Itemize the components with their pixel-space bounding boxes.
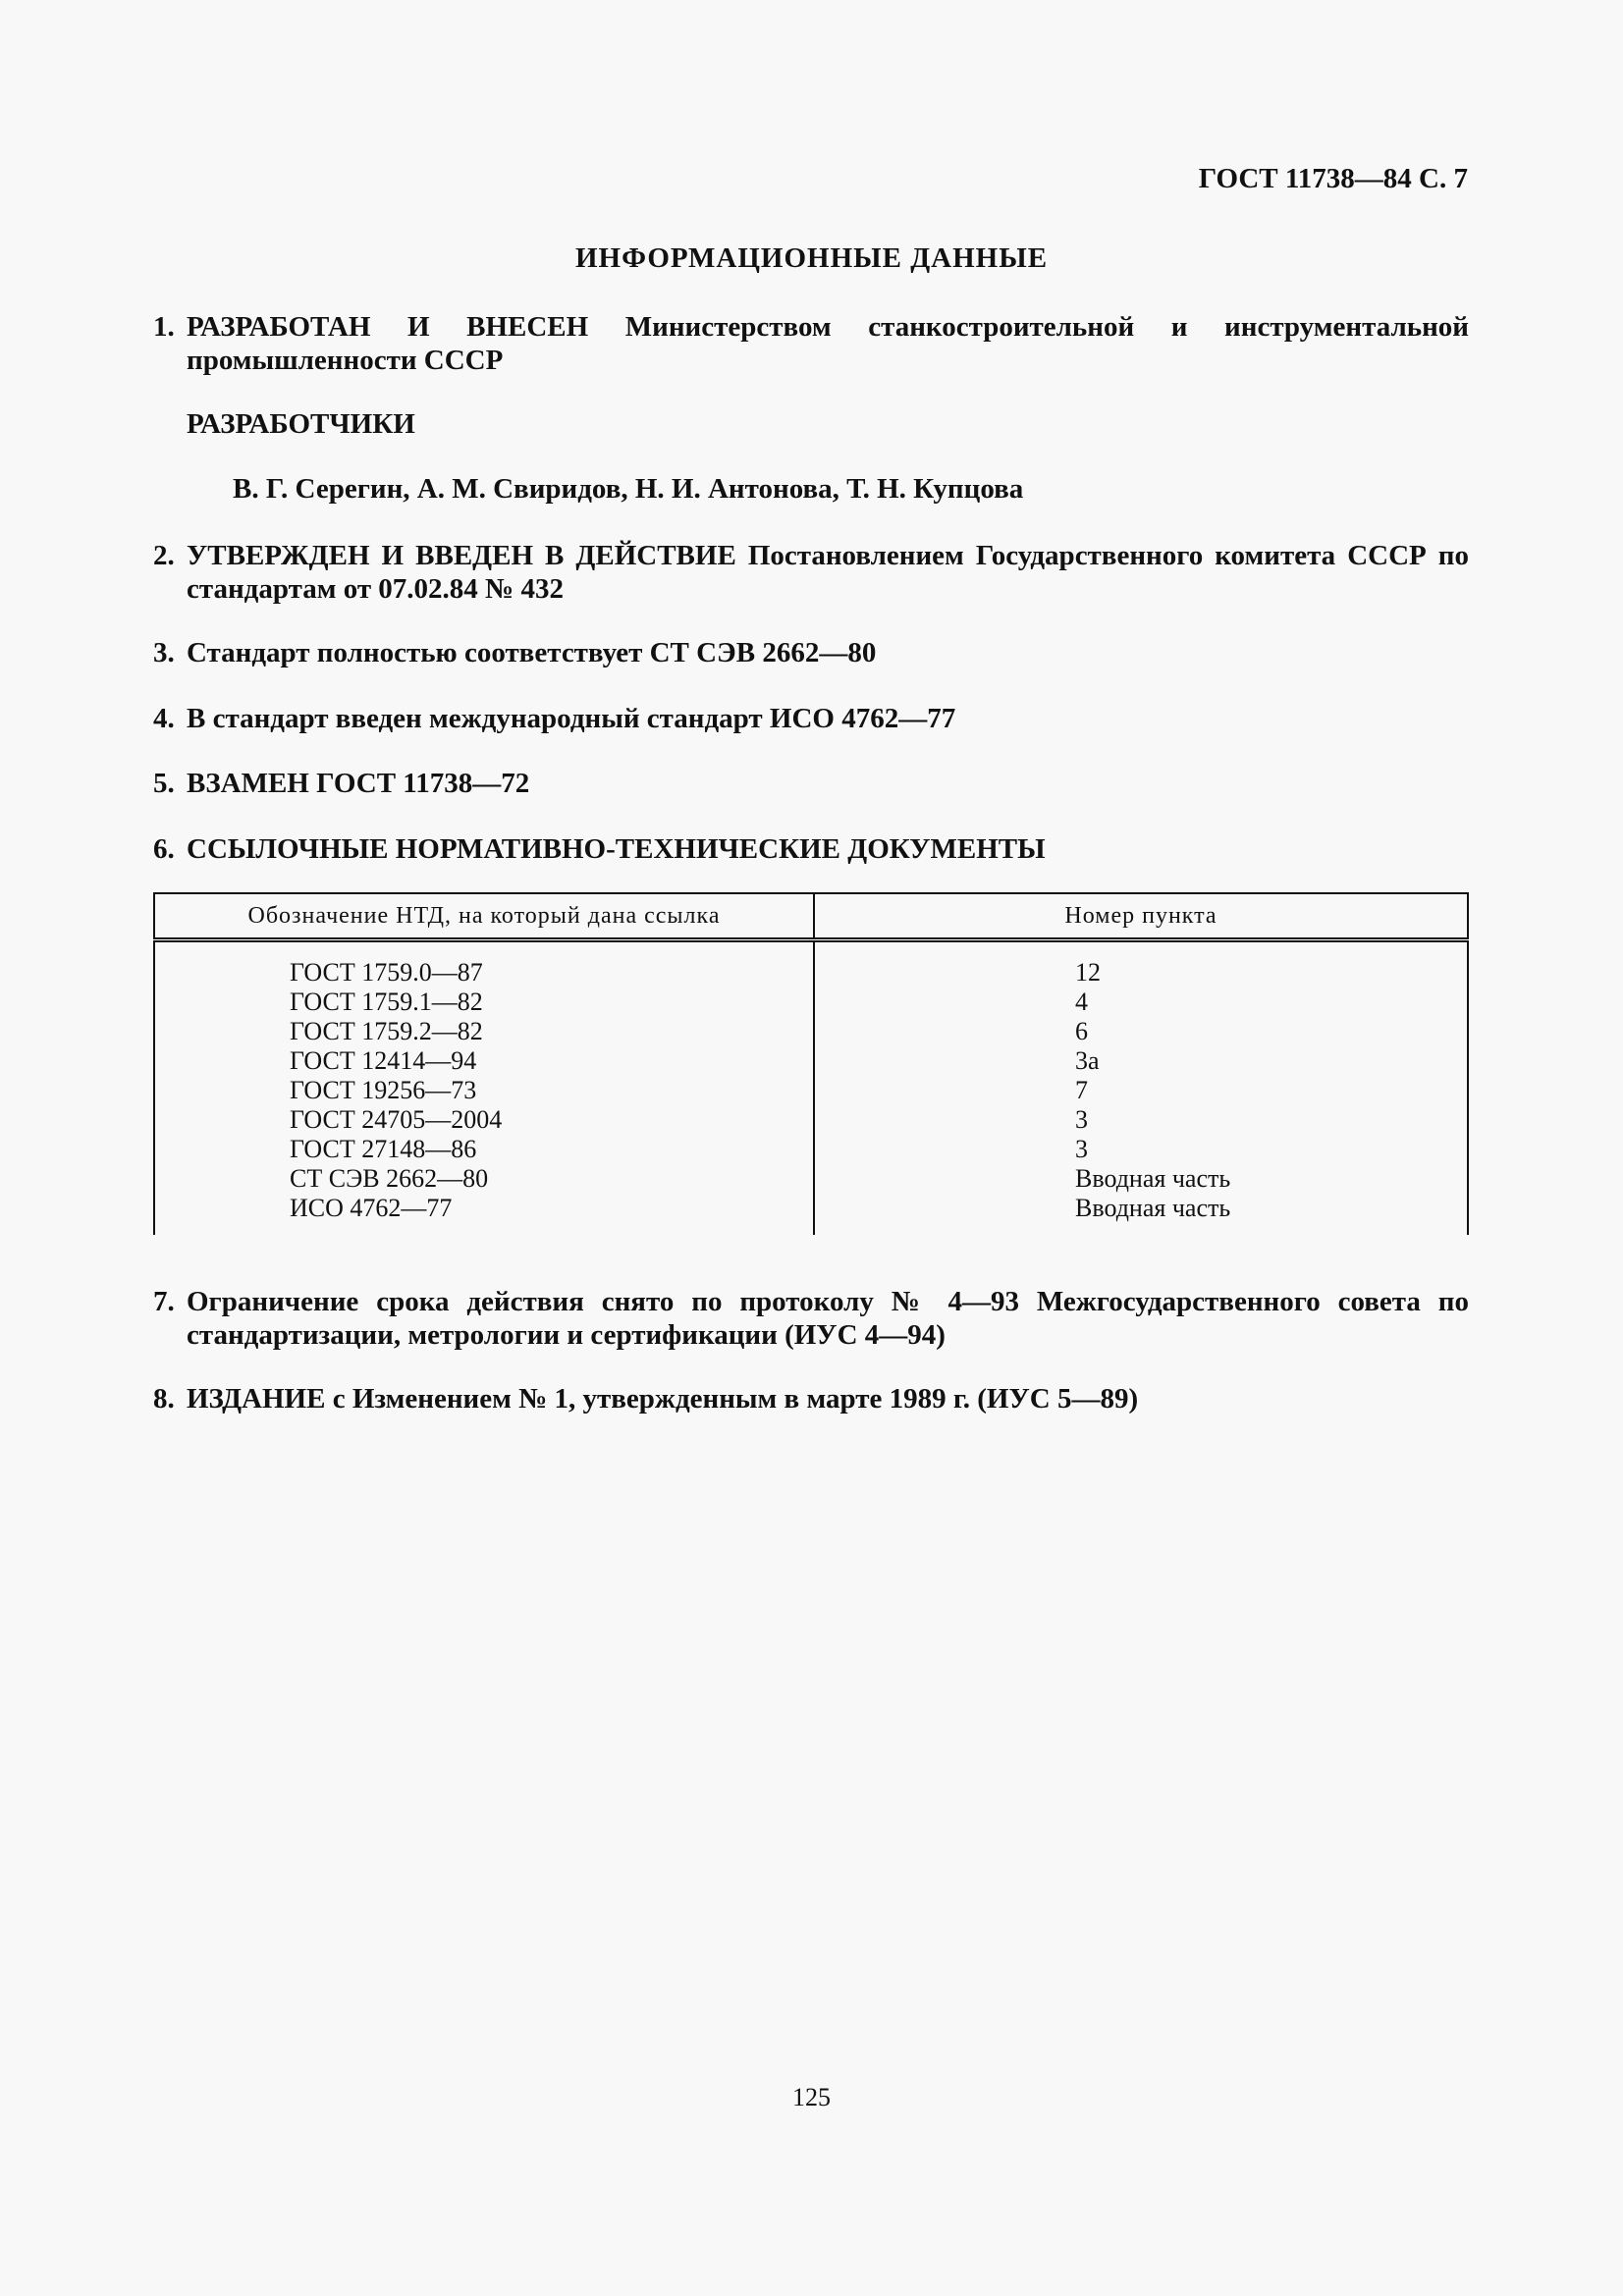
table-header-clause: Номер пункта (814, 893, 1468, 940)
item-6 (153, 832, 1469, 866)
table-cell-designation: ГОСТ 1759.1—82 (290, 988, 483, 1016)
page-header: ГОСТ 11738—84 С. 7 (1198, 163, 1468, 194)
developers-label: РАЗРАБОТЧИКИ (187, 408, 415, 440)
item-text: ССЫЛОЧНЫЕ НОРМАТИВНО-ТЕХНИЧЕСКИЕ ДОКУМЕНТЫ (187, 833, 1046, 865)
item-number: 8. (153, 1383, 175, 1415)
item-7 (153, 1285, 1469, 1352)
item-text: Ограничение срока действия снято по протоколу № 4—93 Межгосударственного совета по стандартизации, метрологии и сертификации (ИУС 4—94) (187, 1286, 1469, 1351)
table-cell-designation: СТ СЭВ 2662—80 (290, 1164, 489, 1193)
clause-column (814, 940, 1468, 1236)
item-2 (153, 539, 1469, 606)
item-text: Стандарт полностью соответствует СТ СЭВ 2662—80 (187, 637, 877, 668)
table-cell-clause: Вводная часть (1075, 1194, 1231, 1222)
page-number: 125 (792, 2083, 831, 2111)
table-cell-designation: ГОСТ 19256—73 (290, 1076, 477, 1104)
item-number: 3. (153, 637, 175, 668)
developers-list: В. Г. Серегин, А. М. Свиридов, Н. И. Антонова, Т. Н. Купцова (233, 473, 1024, 505)
item-number: 1. (153, 311, 175, 343)
item-number: 5. (153, 768, 175, 799)
item-4 (153, 702, 1469, 735)
item-text: РАЗРАБОТАН И ВНЕСЕН Министерством станкостроительной и инструментальной промышленности СССР (187, 311, 1469, 376)
table-cell-clause: 3 (1075, 1135, 1088, 1163)
table-cell-clause: 12 (1075, 958, 1101, 987)
item-5 (153, 767, 1469, 800)
item-number: 4. (153, 703, 175, 734)
table-cell-designation: ГОСТ 24705—2004 (290, 1105, 503, 1134)
table-cell-designation: ГОСТ 1759.0—87 (290, 958, 483, 987)
table-cell-designation: ГОСТ 1759.2—82 (290, 1017, 483, 1045)
table-cell-clause: 3 (1075, 1105, 1088, 1134)
table-cell-clause: Вводная часть (1075, 1164, 1231, 1193)
table-cell-designation: ИСО 4762—77 (290, 1194, 453, 1222)
reference-table (153, 892, 1469, 1235)
table-cell-designation: ГОСТ 12414—94 (290, 1046, 477, 1075)
table-cell-clause: 6 (1075, 1017, 1088, 1045)
table-cell-clause: 4 (1075, 988, 1088, 1016)
item-text: ВЗАМЕН ГОСТ 11738—72 (187, 768, 530, 799)
item-text: УТВЕРЖДЕН И ВВЕДЕН В ДЕЙСТВИЕ Постановлением Государственного комитета СССР по стандартам от 07.02.84 № 432 (187, 540, 1469, 605)
designation-column (154, 940, 814, 1236)
item-number: 2. (153, 540, 175, 571)
table-header-designation: Обозначение НТД, на который дана ссылка (154, 893, 814, 940)
table-cell-clause: 3а (1075, 1046, 1100, 1075)
table-cell-designation: ГОСТ 27148—86 (290, 1135, 477, 1163)
item-number: 7. (153, 1286, 175, 1317)
item-8 (153, 1382, 1469, 1415)
item-number: 6. (153, 833, 175, 865)
item-3 (153, 636, 1469, 669)
item-text: ИЗДАНИЕ с Изменением № 1, утвержденным в марте 1989 г. (ИУС 5—89) (187, 1383, 1139, 1415)
table-cell-clause: 7 (1075, 1076, 1088, 1104)
page-title: ИНФОРМАЦИОННЫЕ ДАННЫЕ (574, 242, 1049, 274)
item-text: В стандарт введен международный стандарт ИСО 4762—77 (187, 703, 956, 734)
item-1 (153, 310, 1469, 377)
